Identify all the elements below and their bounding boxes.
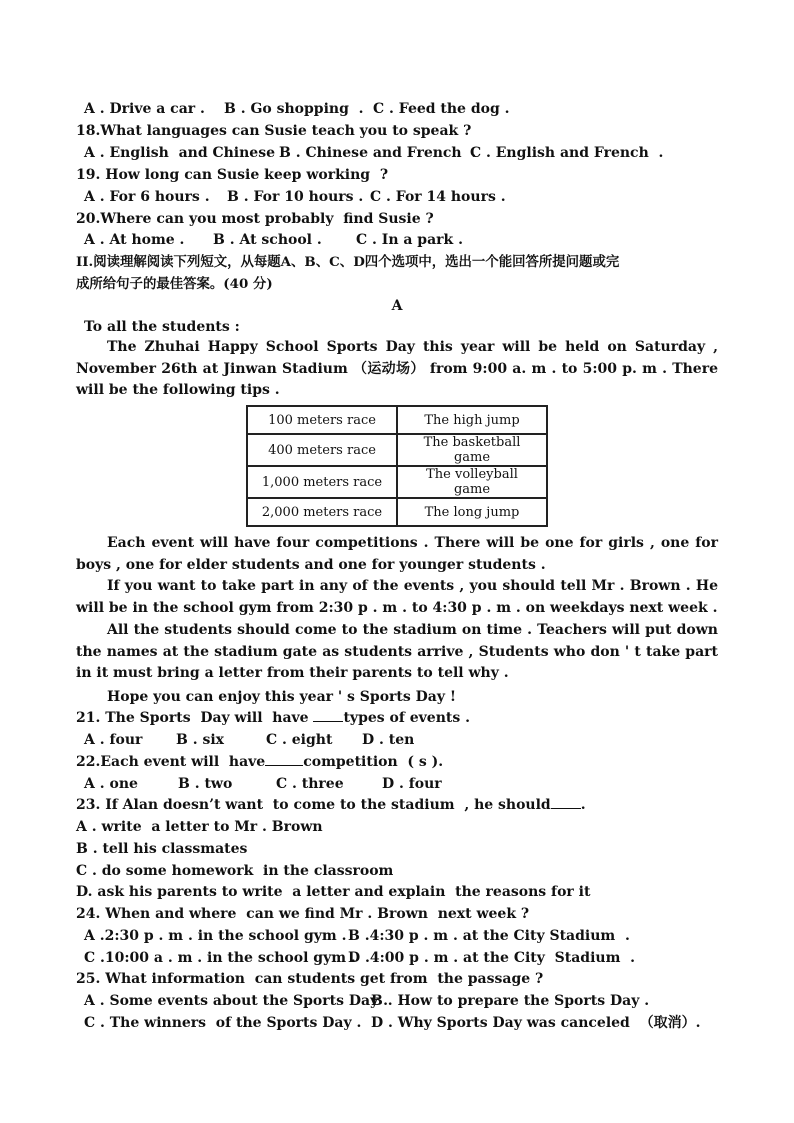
q22-option-c: C . three xyxy=(276,776,344,792)
table-row xyxy=(247,406,547,434)
q23-stem xyxy=(76,796,586,814)
q21-option-c: C . eight xyxy=(266,732,333,748)
q18-stem: 18.What languages can Susie teach you to speak ? xyxy=(76,123,472,139)
q21-option-b: B . six xyxy=(176,732,225,748)
q25-option-d: D . Why Sports Day was canceled （取消）. xyxy=(371,1015,701,1031)
passage-paragraph-3: If you want to take part in any of the events , you should tell Mr . Brown . He will be in the school gym from 2:30 p . m . to 4:30 p . m . on weekdays next week . xyxy=(76,578,718,616)
q19-option-b: B . For 10 hours . xyxy=(227,189,364,205)
answer-blank xyxy=(313,709,343,722)
events-table xyxy=(246,405,548,527)
q18-option-b: B . Chinese and French . xyxy=(279,145,477,161)
table-cell: The long jump xyxy=(397,498,547,526)
section-heading-line1: II.阅读理解阅读下列短文，从每题A、B、C、D四个选项中，选出一个能回答所提问题或完 xyxy=(76,254,620,270)
table-row xyxy=(247,434,547,466)
q21-stem xyxy=(76,709,470,727)
table-row xyxy=(247,466,547,498)
q24-option-b: B .4:30 p . m . at the City Stadium . xyxy=(348,928,630,944)
q19-stem: 19. How long can Susie keep working ? xyxy=(76,167,389,183)
passage-paragraph-4: All the students should come to the stadium on time . Teachers will put down the names at the stadium gate as students arrive , Students who don ' t take part in it must bring a letter from their parents to tell why . xyxy=(76,622,718,682)
q23-stem-after: . xyxy=(580,797,586,813)
q24-option-d: D .4:00 p . m . at the City Stadium . xyxy=(348,950,636,966)
q17-option-a: A . Drive a car . xyxy=(84,101,205,117)
q22-option-b: B . two xyxy=(178,776,233,792)
q23-option-d: D. ask his parents to write a letter and explain the reasons for it xyxy=(76,884,591,900)
answer-blank xyxy=(551,796,581,809)
q25-option-b: B . How to prepare the Sports Day . xyxy=(371,993,650,1009)
q18-option-a: A . English and Chinese . xyxy=(84,145,285,161)
q21-stem-before: 21. The Sports Day will have xyxy=(76,710,314,726)
passage-greeting: To all the students : xyxy=(84,319,240,335)
q21-option-d: D . ten xyxy=(362,732,415,748)
q17-option-c: C . Feed the dog . xyxy=(373,101,510,117)
passage-paragraph-5: Hope you can enjoy this year ' s Sports Day ! xyxy=(107,689,457,705)
q22-option-a: A . one xyxy=(84,776,138,792)
section-heading-line2: 成所给句子的最佳答案。(40 分) xyxy=(76,276,273,292)
q23-option-a: A . write a letter to Mr . Brown xyxy=(76,819,323,835)
q23-option-c: C . do some homework in the classroom xyxy=(76,863,394,879)
q22-option-d: D . four xyxy=(382,776,442,792)
q23-stem-before: 23. If Alan doesn’t want to come to the stadium , he should xyxy=(76,797,551,813)
passage-letter: A xyxy=(391,298,403,314)
q20-option-c: C . In a park . xyxy=(356,232,463,248)
q23-option-b: B . tell his classmates xyxy=(76,841,248,857)
table-cell: 100 meters race xyxy=(247,406,397,434)
q25-option-a: A . Some events about the Sports Day . xyxy=(84,993,388,1009)
table-cell: 1,000 meters race xyxy=(247,466,397,498)
q22-stem-before: 22.Each event will have xyxy=(76,754,266,770)
q24-option-a: A .2:30 p . m . in the school gym . xyxy=(84,928,347,944)
q21-option-a: A . four xyxy=(84,732,143,748)
q22-stem-after: competition ( s ). xyxy=(303,754,444,770)
q20-option-b: B . At school . xyxy=(213,232,322,248)
table-row xyxy=(247,498,547,526)
table-cell: The basketball game xyxy=(397,434,547,466)
q24-stem: 24. When and where can we find Mr . Brown next week ? xyxy=(76,906,530,922)
q20-option-a: A . At home . xyxy=(84,232,185,248)
answer-blank xyxy=(265,753,303,766)
table-cell: The volleyball game xyxy=(397,466,547,498)
q25-option-c: C . The winners of the Sports Day . xyxy=(84,1015,362,1031)
q24-option-c: C .10:00 a . m . in the school gym . xyxy=(84,950,356,966)
q19-option-c: C . For 14 hours . xyxy=(370,189,506,205)
q17-option-b: B . Go shopping . xyxy=(224,101,364,117)
q20-stem: 20.Where can you most probably find Susie ? xyxy=(76,211,434,227)
passage-paragraph-1: The Zhuhai Happy School Sports Day this year will be held on Saturday , November 26th at Jinwan Stadium （运动场） from 9:00 a. m . to 5:00 p. m . There will be the following tips . xyxy=(76,339,718,399)
table-cell: 2,000 meters race xyxy=(247,498,397,526)
q18-option-c: C . English and French . xyxy=(470,145,664,161)
passage-paragraph-2: Each event will have four competitions . There will be one for girls , one for boys , one for elder students and one for younger students . xyxy=(76,535,718,573)
q21-stem-after: types of events . xyxy=(343,710,470,726)
table-cell: 400 meters race xyxy=(247,434,397,466)
q25-stem: 25. What information can students get from the passage ? xyxy=(76,971,544,987)
q19-option-a: A . For 6 hours . xyxy=(84,189,210,205)
q22-stem xyxy=(76,753,443,771)
table-cell: The high jump xyxy=(397,406,547,434)
